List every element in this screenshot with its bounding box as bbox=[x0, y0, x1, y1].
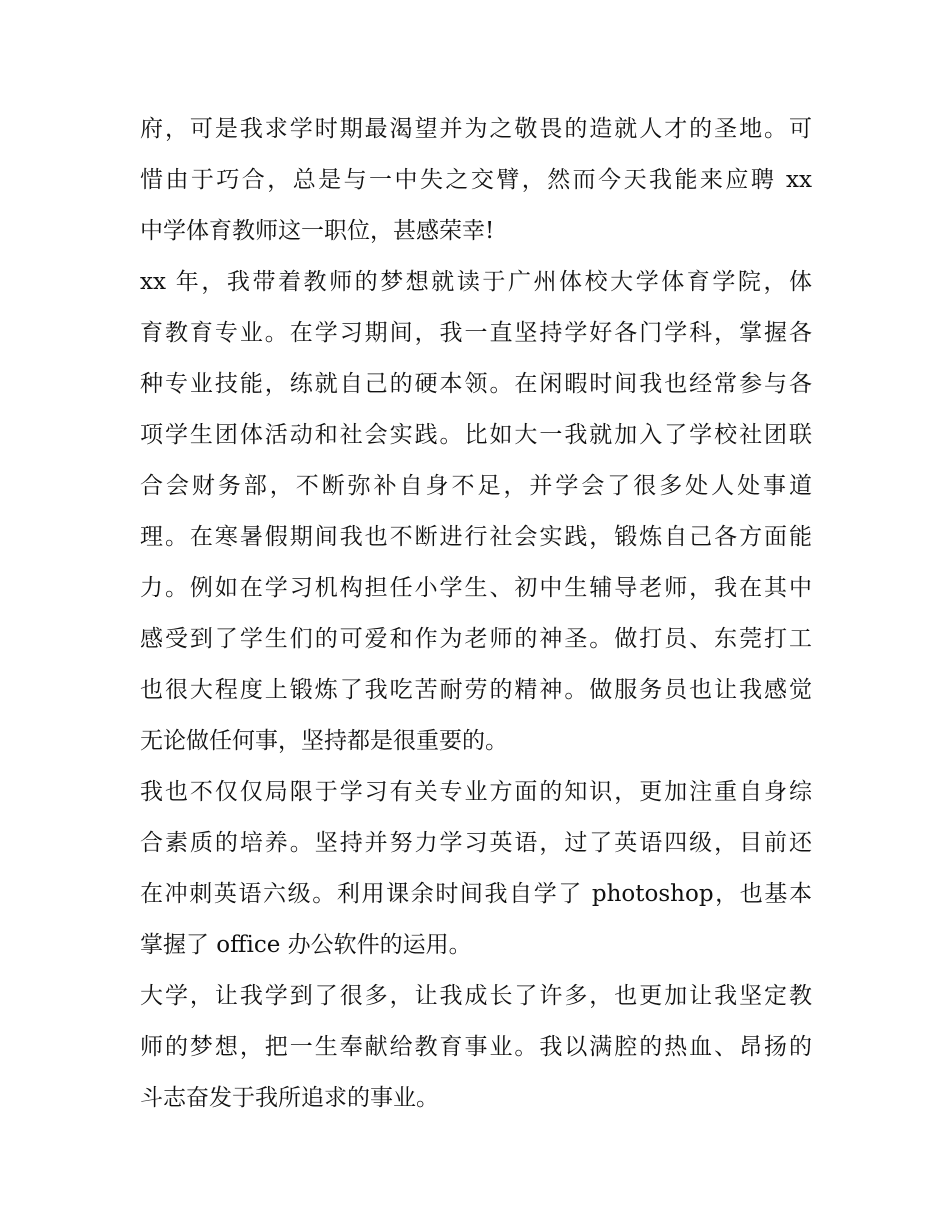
text-line: 无论做任何事，坚持都是很重要的。 bbox=[140, 728, 508, 754]
text-line: 也很大程度上锻炼了我吃苦耐劳的精神。做服务员也让我感觉 bbox=[140, 677, 812, 703]
paragraph-4 bbox=[140, 971, 812, 1124]
text-line: 合会财务部，不断弥补自身不足，并学会了很多处人处事道 bbox=[140, 473, 812, 499]
text-line: 力。例如在学习机构担任小学生、初中生辅导老师，我在其中 bbox=[140, 575, 812, 601]
text-line: 师的梦想，把一生奉献给教育事业。我以满腔的热血、昂扬的 bbox=[140, 1034, 812, 1060]
text-line: 项学生团体活动和社会实践。比如大一我就加入了学校社团联 bbox=[140, 422, 812, 448]
text-line: 合素质的培养。坚持并努力学习英语，过了英语四级，目前还 bbox=[140, 830, 812, 856]
text-line: 大学，让我学到了很多，让我成长了许多，也更加让我坚定教 bbox=[140, 983, 812, 1009]
text-line: 种专业技能，练就自己的硬本领。在闲暇时间我也经常参与各 bbox=[140, 371, 812, 397]
paragraph-1 bbox=[140, 104, 812, 257]
text-line: 掌握了 office 办公软件的运用。 bbox=[140, 932, 472, 958]
text-line: 在冲刺英语六级。利用课余时间我自学了 photoshop，也基本 bbox=[140, 881, 812, 907]
text-line: 理。在寒暑假期间我也不断进行社会实践，锻炼自己各方面能 bbox=[140, 524, 812, 550]
text-line: 府，可是我求学时期最渴望并为之敬畏的造就人才的圣地。可 bbox=[140, 116, 812, 142]
text-line: 中学体育教师这一职位，甚感荣幸! bbox=[140, 218, 495, 244]
text-line: 感受到了学生们的可爱和作为老师的神圣。做打员、东莞打工 bbox=[140, 626, 812, 652]
text-line: 育教育专业。在学习期间，我一直坚持学好各门学科，掌握各 bbox=[140, 320, 812, 346]
text-line: 斗志奋发于我所追求的事业。 bbox=[140, 1085, 439, 1111]
paragraph-2 bbox=[140, 257, 812, 767]
paragraph-3 bbox=[140, 767, 812, 971]
document-page bbox=[140, 104, 812, 1124]
text-line: 惜由于巧合，总是与一中失之交臂，然而今天我能来应聘 xx bbox=[140, 167, 812, 193]
text-line: 我也不仅仅局限于学习有关专业方面的知识，更加注重自身综 bbox=[140, 779, 812, 805]
text-line: xx 年，我带着教师的梦想就读于广州体校大学体育学院，体 bbox=[140, 269, 812, 295]
